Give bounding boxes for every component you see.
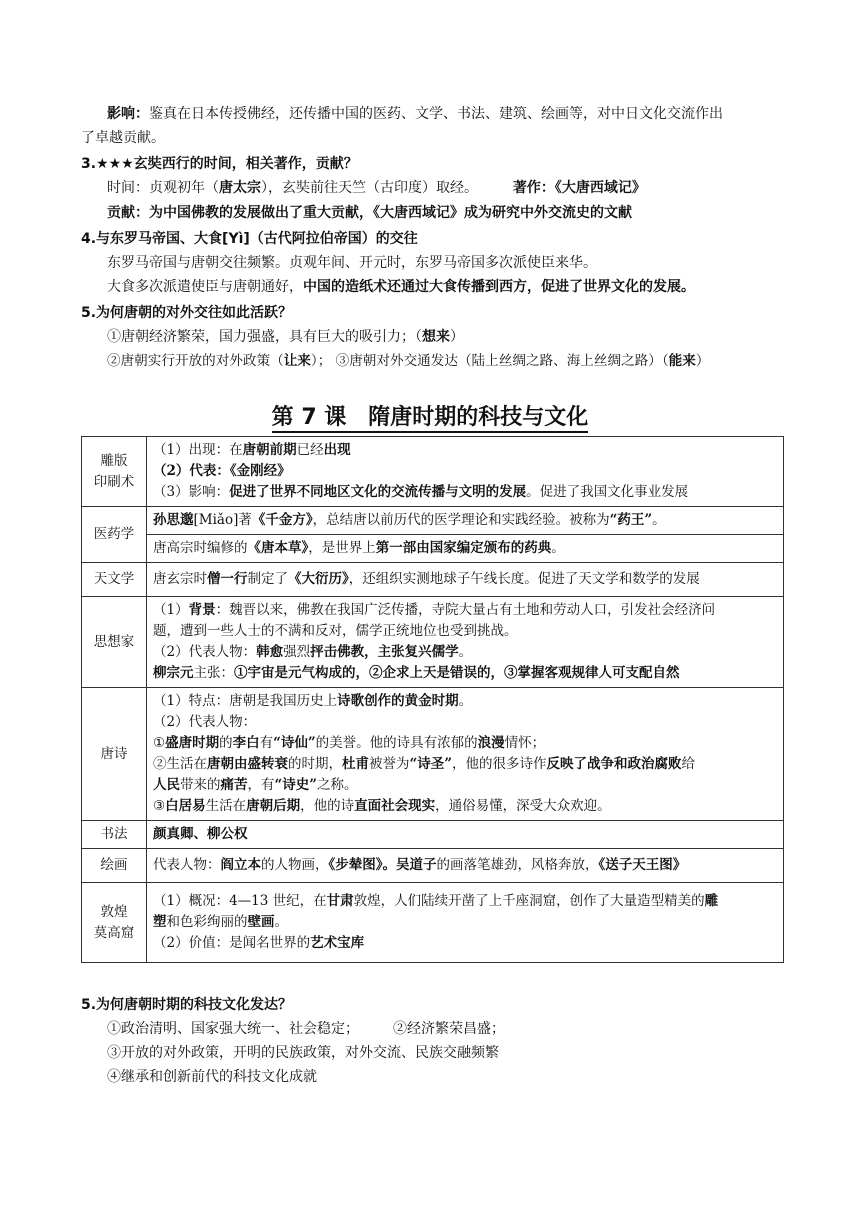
m-r1-f: 。 (652, 512, 666, 528)
po-r4-g: ，他的很多诗作 (452, 756, 547, 772)
cat-astronomy: 天文学 (82, 563, 147, 597)
d-r1-b: 甘肃 (326, 893, 354, 909)
q4-heading: 4.与东罗马帝国、大食[Yì]（古代阿拉伯帝国）的交往 (81, 231, 418, 247)
cat-printing-1: 雕版 (100, 452, 128, 469)
table-row-printing (82, 437, 784, 507)
m-r1-b: [Miǎo]著 (193, 512, 252, 528)
medicine-line-1 (153, 510, 777, 531)
m-r2-d: 第一部由国家编定颁布的药典 (375, 540, 552, 556)
q5a-line-2-f: ） (695, 353, 710, 369)
t-r1-a: （1） (153, 602, 189, 618)
q3-contribution: 贡献：为中国佛教的发展做出了重大贡献，《大唐西域记》成为研究中外交流史的文献 (107, 205, 632, 221)
cat-dunhuang-2: 莫高窟 (93, 924, 135, 941)
lesson-title (0, 400, 860, 431)
t-r3-a: （2）代表人物： (153, 644, 257, 660)
q5b-heading: 5.为何唐朝时期的科技文化发达？ (81, 997, 293, 1013)
d-r2-a: 塑 (153, 914, 167, 930)
po-r3-i: 情怀； (504, 735, 546, 751)
cat-dunhuang-1: 敦煌 (100, 903, 128, 920)
pa-r1-c: 的人物画， (261, 857, 329, 873)
q3-time-emperor: 唐太宗 (219, 180, 261, 196)
po-r4-f: “诗圣” (409, 756, 453, 772)
q5a-line-2 (107, 351, 709, 371)
po-r5-a: 人民 (153, 777, 180, 793)
q5b-line-1 (107, 1019, 505, 1039)
a-r1-a: 唐玄宗时 (153, 571, 207, 587)
medicine-line-2 (153, 538, 777, 559)
influence-line-2: 了卓越贡献。 (81, 130, 165, 146)
poetry-line-1 (153, 691, 777, 712)
poetry-line-3 (153, 733, 777, 754)
a-r1-b: 僧一行 (207, 571, 248, 587)
po-r5-f: 之称。 (317, 777, 358, 793)
pa-r1-d: 《步辇图》。吴道子 (328, 857, 437, 873)
cat-medicine: 医药学 (82, 507, 147, 563)
dunhuang-line-3 (153, 933, 777, 954)
cell-painting (147, 849, 784, 883)
t-r4-b: 主张： (193, 665, 234, 681)
p-r3-c: 。促进了我国文化事业发展 (526, 484, 689, 500)
p-r1-a: （1）出现：在 (153, 442, 243, 458)
m-r1-e: “药王” (609, 512, 653, 528)
dunhuang-line-2 (153, 912, 777, 933)
m-r1-a: 孙思邈 (153, 512, 194, 528)
po-r6-g: ，通俗易懂，深受大众欢迎。 (435, 798, 611, 814)
poetry-line-5 (153, 775, 777, 796)
q4-line-2-b: 中国的造纸术还通过大食传播到西方，促进了世界文化的发展。 (303, 279, 695, 295)
painting-line-1 (153, 855, 777, 876)
cell-thinkers (147, 597, 784, 688)
t-r4-a: 柳宗元 (153, 665, 194, 681)
q4-line-1: 东罗马帝国与唐朝交往频繁。贞观年间、开元时，东罗马帝国多次派使臣来华。 (107, 255, 597, 271)
po-r3-a: ① (153, 735, 166, 751)
q5a-line-2-c: ）； (310, 353, 332, 369)
q5a-line-2-d: ③唐朝对外交通发达（陆上丝绸之路、海上丝绸之路）（ (335, 353, 669, 369)
po-r1-a: （1）特点：唐朝是我国历史上 (153, 693, 338, 709)
po-r4-b: 唐朝由盛转衰 (207, 756, 288, 772)
q4-line-2-a: 大食多次派遣使臣与唐朝通好， (107, 279, 303, 295)
table-row-poetry (82, 688, 784, 821)
q5a-line-1-b: 想来 (422, 329, 450, 345)
d-r1-d: 雕 (704, 893, 719, 909)
astronomy-line-1 (153, 569, 777, 590)
table-row-thinkers (82, 597, 784, 688)
d-r3-a: （2）价值：是闻名世界的 (153, 935, 311, 951)
table-row-dunhuang (82, 883, 784, 963)
p-r1-c: 已经 (296, 442, 324, 458)
thinkers-line-2: 题，遭到一些人士的不满和反对，儒学正统地位也受到挑战。 (153, 623, 518, 639)
po-r4-c: 的时期， (288, 756, 342, 772)
poetry-line-6 (153, 796, 777, 817)
cell-dunhuang (147, 883, 784, 963)
po-r3-h: 浪漫 (477, 735, 505, 751)
q5b-line-2: ③开放的对外政策，开明的民族政策，对外交流、民族交融频繁 (107, 1045, 499, 1061)
cell-medicine-2 (147, 535, 784, 563)
po-r5-e: “诗史” (274, 777, 318, 793)
q4-line-2 (107, 277, 695, 297)
cat-printing-2: 印刷术 (93, 473, 135, 490)
m-r2-c: ，是世界上 (308, 540, 376, 556)
cell-astronomy (147, 563, 784, 597)
m-r1-c: 《千金方》 (251, 512, 313, 528)
poetry-line-4 (153, 754, 777, 775)
q5b-line-1-b: ②经济繁荣昌盛； (393, 1021, 505, 1037)
po-r6-c: 生活在 (205, 798, 247, 814)
d-r2-c: 壁画 (247, 914, 275, 930)
q5a-line-1-a: ①唐朝经济繁荣，国力强盛，具有巨大的吸引力；（ (107, 329, 422, 345)
po-r1-b: 诗歌创作的黄金时期 (337, 693, 459, 709)
printing-line-1 (153, 440, 777, 461)
influence-label: 影响： (107, 106, 149, 122)
q5a-line-1 (107, 327, 464, 347)
cat-calligraphy: 书法 (82, 821, 147, 849)
m-r2-a: 唐高宗时编修的 (153, 540, 248, 556)
cat-thinkers: 思想家 (82, 597, 147, 688)
pa-r1-e: 的画落笔雄劲，风格奔放， (436, 857, 599, 873)
pa-r1-b: 阎立本 (220, 857, 261, 873)
q5a-line-2-a: ②唐朝实行开放的对外政策（ (107, 353, 284, 369)
p-r3-a: （3）影响： (153, 484, 230, 500)
thinkers-line-4 (153, 663, 777, 684)
q3-time-a: 时间：贞观初年（ (107, 180, 219, 196)
t-r1-c: ：魏晋以来，佛教在我国广泛传播，寺院大量占有土地和劳动人口，引发社会经济问 (215, 602, 716, 618)
t-r4-c: ①宇宙是元气构成的，②企求上天是错误的，③掌握客观规律人可支配自然 (234, 665, 680, 681)
po-r4-h: 反映了战争和政治腐败 (546, 756, 682, 772)
q3-work-value: 《大唐西域记》 (554, 180, 646, 196)
q3-work-label: 著作： (512, 180, 555, 196)
cat-poetry: 唐诗 (82, 688, 147, 821)
pa-r1-f: 《送子天王图》 (598, 857, 687, 873)
po-r3-g: 的美誉。他的诗具有浓郁的 (315, 735, 478, 751)
cell-printing (147, 437, 784, 507)
q3-heading: 3.★★★玄奘西行的时间，相关著作，贡献？ (81, 156, 358, 172)
lesson-table (81, 436, 784, 963)
d-r1-a: （1）概况：4—13 世纪，在 (153, 893, 327, 909)
q5b-line-3: ④继承和创新前代的科技文化成就 (107, 1069, 317, 1085)
cat-dunhuang (82, 883, 147, 963)
po-r6-d: 唐朝后期 (246, 798, 301, 814)
po-r5-c: 痛苦 (220, 777, 248, 793)
po-r4-d: 杜甫 (342, 756, 369, 772)
q5a-line-2-e: 能来 (668, 353, 696, 369)
d-r2-d: 。 (274, 914, 288, 930)
lesson-title-text: 第 7 课 隋唐时期的科技与文化 (272, 405, 589, 433)
d-r2-b: 和色彩绚丽的 (166, 914, 248, 930)
cell-calligraphy (147, 821, 784, 849)
po-r6-b: 白居易 (165, 798, 206, 814)
printing-line-3 (153, 482, 777, 503)
m-r1-d: ，总结唐以前历代的医学理论和实践经验。被称为 (312, 512, 610, 528)
po-r6-f: 直面社会现实 (354, 798, 436, 814)
po-r3-c: 的 (219, 735, 233, 751)
cat-printing (82, 437, 147, 507)
cell-medicine-1 (147, 507, 784, 535)
m-r2-e: 。 (551, 540, 565, 556)
dunhuang-line-1 (153, 891, 777, 912)
po-r5-d: ，有 (247, 777, 275, 793)
table-row-astronomy (82, 563, 784, 597)
influence-text: 鉴真在日本传授佛经，还传播中国的医药、文学、书法、建筑、绘画等，对中日文化交流作出 (149, 106, 723, 122)
cat-painting: 绘画 (82, 849, 147, 883)
po-r3-e: 有 (259, 735, 274, 751)
t-r3-c: 强烈 (283, 644, 311, 660)
influence-line-1 (107, 104, 723, 124)
printing-line-2: （2）代表：《金刚经》 (153, 463, 291, 479)
po-r3-d: 李白 (232, 735, 260, 751)
thinkers-line-1 (153, 600, 777, 621)
po-r3-f: “诗仙” (273, 735, 316, 751)
po-r5-b: 带来的 (180, 777, 221, 793)
p-r1-d: 出现 (323, 442, 351, 458)
q5b-line-1-a: ①政治清明、国家强大统一、社会稳定； (107, 1021, 359, 1037)
t-r1-b: 背景 (188, 602, 216, 618)
p-r1-b: 唐朝前期 (242, 442, 297, 458)
poetry-line-2: （2）代表人物： (153, 714, 257, 730)
thinkers-line-3 (153, 642, 777, 663)
calligraphy-line-1: 颜真卿、柳公权 (153, 826, 248, 842)
d-r3-b: 艺术宝库 (310, 935, 365, 951)
table-row-painting (82, 849, 784, 883)
po-r1-c: 。 (458, 693, 473, 709)
po-r3-b: 盛唐时期 (165, 735, 220, 751)
cell-poetry (147, 688, 784, 821)
po-r6-a: ③ (153, 798, 166, 814)
d-r1-c: 敦煌，人们陆续开凿了上千座洞窟，创作了大量造型精美的 (353, 893, 705, 909)
q5a-heading: 5.为何唐朝的对外交往如此活跃？ (81, 305, 293, 321)
pa-r1-a: 代表人物： (153, 857, 221, 873)
po-r4-e: 被誉为 (369, 756, 410, 772)
table-row-medicine-1 (82, 507, 784, 535)
po-r4-a: ②生活在 (153, 756, 207, 772)
q3-time-line (107, 178, 646, 198)
q5a-line-1-c: ） (450, 329, 464, 345)
t-r3-d: 抨击佛教，主张复兴儒学 (310, 644, 459, 660)
a-r1-c: 制定了 (247, 571, 288, 587)
table-row-calligraphy (82, 821, 784, 849)
p-r3-b: 促进了世界不同地区文化的交流传播与文明的发展 (229, 484, 527, 500)
po-r6-e: ，他的诗 (300, 798, 355, 814)
table-row-medicine-2 (82, 535, 784, 563)
q5a-line-2-b: 让来 (283, 353, 311, 369)
m-r2-b: 《唐本草》 (247, 540, 309, 556)
a-r1-d: 《大衍历》 (288, 571, 349, 587)
t-r3-b: 韩愈 (256, 644, 284, 660)
po-r4-i: 给 (681, 756, 696, 772)
q3-time-c: ），玄奘前往天竺（古印度）取经。 (261, 180, 478, 196)
a-r1-e: ，还组织实测地球子午线长度。促进了天文学和数学的发展 (348, 571, 700, 587)
t-r3-e: 。 (458, 644, 473, 660)
